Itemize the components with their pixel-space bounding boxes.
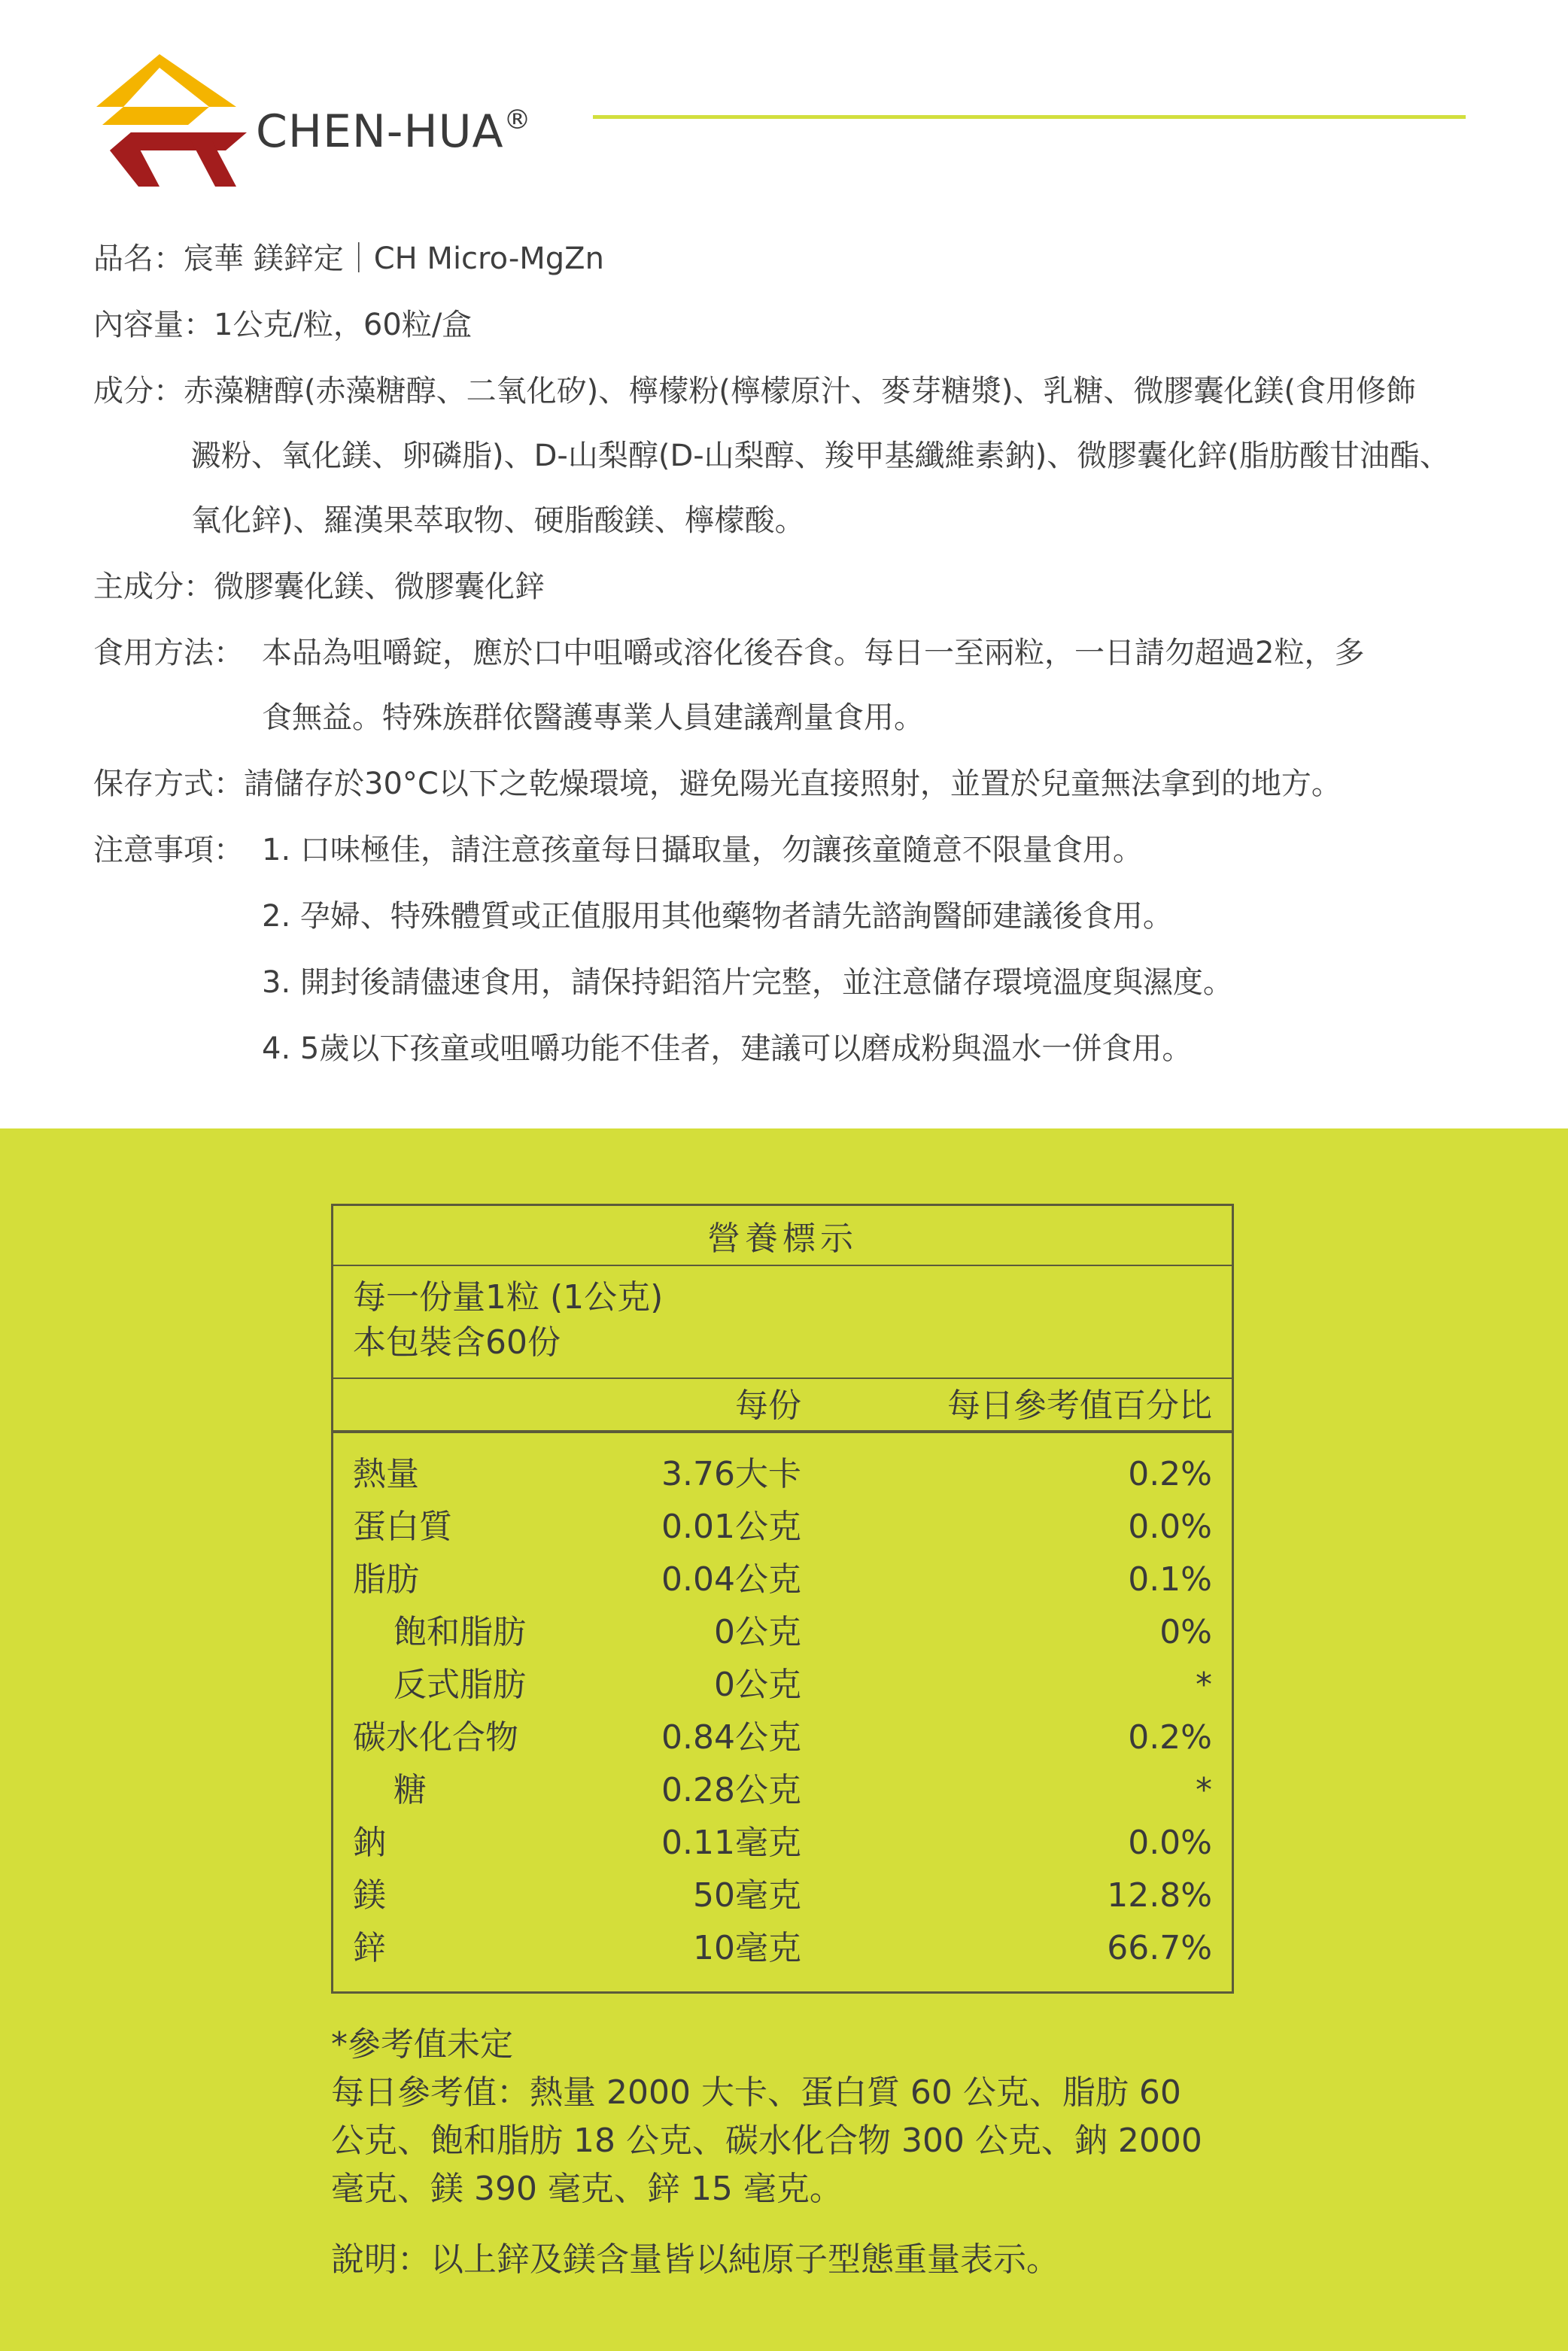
header <box>0 0 1568 196</box>
footnote-daily-value-line: 公克、飽和脂肪 18 公克、碳水化合物 300 公克、鈉 2000 <box>331 2122 1202 2160</box>
nutrient-daily-value: 12.8% <box>1107 1876 1212 1915</box>
note-item: 2. 孕婦、特殊體質或正值服用其他藥物者請先諮詢醫師建議後食用。 <box>262 899 1173 934</box>
table-row <box>333 1870 1232 1922</box>
footnote-daily-value-line: 毫克、鎂 390 毫克、鋅 15 毫克。 <box>331 2170 843 2208</box>
brand-name: CHEN-HUA® <box>256 105 532 158</box>
ingredients-line: 赤藻糖醇(赤藻糖醇、二氧化矽)、檸檬粉(檸檬原汁、麥芽糖漿)、乳糖、微膠囊化鎂(食用修飾 <box>184 374 1417 409</box>
nutrient-name: 蛋白質 <box>353 1508 452 1546</box>
content-row <box>93 304 472 346</box>
main-ingredient-row <box>93 566 545 608</box>
nutrient-name: 鎂 <box>353 1876 386 1915</box>
nutrient-daily-value: 0.2% <box>1128 1718 1212 1757</box>
nutrition-panel <box>0 1128 1568 2351</box>
nutrient-name: 脂肪 <box>353 1560 419 1599</box>
note-item: 3. 開封後請儘速食用，請保持鋁箔片完整，並注意儲存環境溫度與濕度。 <box>262 965 1233 1000</box>
nutrient-amount: 3.76大卡 <box>661 1455 801 1493</box>
note-item: 1. 口味極佳，請注意孩童每日攝取量，勿讓孩童隨意不限量食用。 <box>262 833 1143 867</box>
content-label: 內容量： <box>93 308 214 342</box>
nutrient-name: 熱量 <box>353 1455 419 1493</box>
table-row <box>333 1659 1232 1712</box>
nutrient-amount: 50毫克 <box>693 1876 801 1915</box>
nutrient-daily-value: 0.0% <box>1128 1508 1212 1546</box>
storage-label: 保存方式： <box>93 767 244 801</box>
nutrient-daily-value: 0.1% <box>1128 1560 1212 1599</box>
usage-label: 食用方法： <box>93 636 244 670</box>
storage-row <box>93 763 1342 805</box>
table-divider <box>333 1265 1232 1266</box>
nutrient-amount: 0.04公克 <box>661 1560 801 1599</box>
table-row <box>333 1922 1232 1975</box>
nutrient-name: 鈉 <box>353 1824 386 1862</box>
main-ingredient-value: 微膠囊化鎂、微膠囊化鋅 <box>214 570 545 604</box>
nutrient-amount: 0.28公克 <box>661 1771 801 1809</box>
note-item: 4. 5歲以下孩童或咀嚼功能不佳者，建議可以磨成粉與溫水一併食用。 <box>262 1031 1193 1066</box>
footnote-explanation: 說明：以上鋅及鎂含量皆以純原子型態重量表示。 <box>331 2240 1059 2279</box>
table-divider-thick <box>333 1430 1232 1433</box>
nutrient-name: 糖 <box>394 1771 427 1809</box>
storage-value: 請儲存於30°C以下之乾燥環境，避免陽光直接照射，並置於兒童無法拿到的地方。 <box>244 767 1342 801</box>
product-name-label: 品名： <box>93 241 184 276</box>
product-name-value: 宸華 鎂鋅定｜CH Micro-MgZn <box>184 241 604 276</box>
column-header-daily-value: 每日參考值百分比 <box>947 1387 1212 1425</box>
chen-hua-logo-icon <box>96 54 247 187</box>
table-row <box>333 1817 1232 1870</box>
ingredients-line: 氧化鋅)、羅漢果萃取物、硬脂酸鎂、檸檬酸。 <box>191 503 805 538</box>
nutrient-name: 碳水化合物 <box>353 1718 518 1757</box>
nutrition-title: 營養標示 <box>707 1220 858 1258</box>
column-header-per-serving: 每份 <box>735 1387 801 1425</box>
nutrient-daily-value: 0.0% <box>1128 1824 1212 1862</box>
table-row <box>333 1554 1232 1606</box>
nutrient-name: 飽和脂肪 <box>394 1613 526 1651</box>
nutrient-daily-value: * <box>1196 1771 1212 1809</box>
nutrition-facts-table <box>331 1204 1234 1994</box>
nutrient-amount: 0.01公克 <box>661 1508 801 1546</box>
table-row <box>333 1448 1232 1501</box>
nutrient-daily-value: 0.2% <box>1128 1455 1212 1493</box>
nutrient-amount: 10毫克 <box>693 1929 801 1967</box>
table-row <box>333 1501 1232 1554</box>
nutrient-amount: 0公克 <box>714 1666 801 1704</box>
usage-line: 食無益。特殊族群依醫護專業人員建議劑量食用。 <box>262 700 924 735</box>
nutrient-daily-value: * <box>1196 1666 1212 1704</box>
table-divider <box>333 1377 1232 1379</box>
table-row <box>333 1712 1232 1764</box>
nutrient-amount: 0.84公克 <box>661 1718 801 1757</box>
footnote-daily-value-line: 每日參考值：熱量 2000 大卡、蛋白質 60 公克、脂肪 60 <box>331 2073 1181 2112</box>
ingredients-line: 澱粉、氧化鎂、卵磷脂)、D-山梨醇(D-山梨醇、羧甲基纖維素鈉)、微膠囊化鋅(脂肪酸甘油酯、 <box>191 439 1450 473</box>
nutrient-amount: 0公克 <box>714 1613 801 1651</box>
nutrient-daily-value: 66.7% <box>1107 1929 1212 1967</box>
nutrient-amount: 0.11毫克 <box>661 1824 801 1862</box>
serving-size: 每一份量1粒 (1公克) <box>353 1278 664 1317</box>
footnote-reference-undefined: *參考值未定 <box>331 2025 513 2064</box>
nutrient-name: 反式脂肪 <box>394 1666 526 1704</box>
usage-line: 本品為咀嚼錠，應於口中咀嚼或溶化後吞食。每日一至兩粒，一日請勿超過2粒，多 <box>262 636 1365 670</box>
nutrient-name: 鋅 <box>353 1929 386 1967</box>
nutrient-daily-value: 0% <box>1159 1613 1212 1651</box>
ingredients-label: 成分： <box>93 374 184 409</box>
header-divider <box>593 115 1466 119</box>
table-row <box>333 1606 1232 1659</box>
notes-label: 注意事項： <box>93 833 244 867</box>
servings-per-package: 本包裝含60份 <box>353 1323 561 1362</box>
product-name-row <box>93 238 604 280</box>
table-row <box>333 1764 1232 1817</box>
main-ingredient-label: 主成分： <box>93 570 214 604</box>
content-value: 1公克/粒，60粒/盒 <box>214 308 473 342</box>
